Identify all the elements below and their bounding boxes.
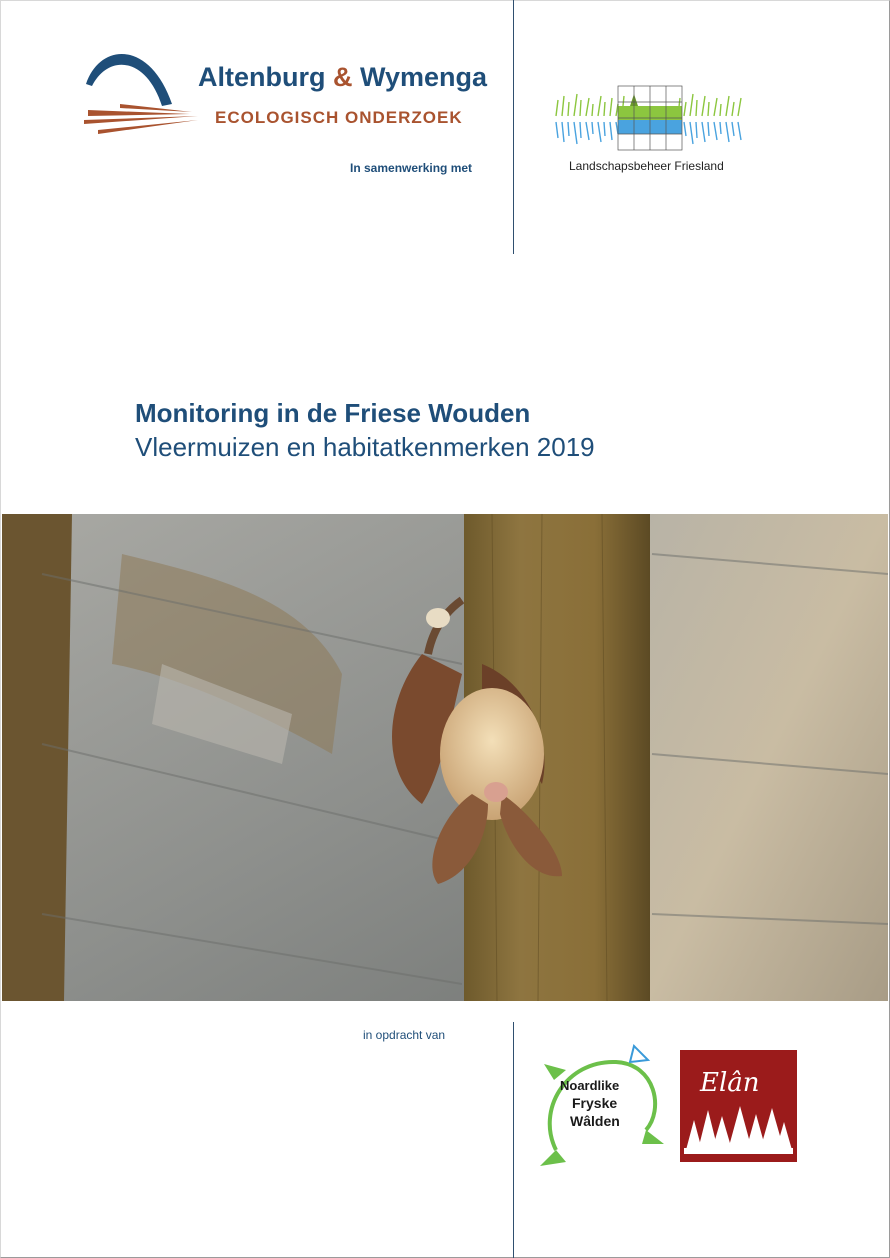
vertical-divider-bottom	[513, 1022, 514, 1258]
altenburg-wymenga-logo	[80, 44, 490, 144]
altenburg-wymenga-name: Altenburg & Wymenga	[198, 62, 488, 92]
elan-logo	[680, 1050, 797, 1162]
report-subtitle: Vleermuizen en habitatkenmerken 2019	[135, 432, 595, 462]
collaboration-label: In samenwerking met	[350, 161, 473, 175]
landschapsbeheer-friesland-logo	[552, 84, 748, 154]
noardlike-line: Noardlike	[560, 1078, 620, 1093]
bat-photo	[2, 514, 888, 1001]
elan-name: Elân	[700, 1068, 760, 1098]
fryske-line: Fryske	[572, 1095, 618, 1111]
vertical-divider-top	[513, 0, 514, 254]
landschapsbeheer-friesland-name: Landschapsbeheer Friesland	[569, 159, 724, 173]
walden-line: Wâlden	[570, 1113, 620, 1129]
commission-label: in opdracht van	[363, 1028, 446, 1042]
report-title: Monitoring in de Friese Wouden	[135, 398, 531, 428]
altenburg-wymenga-subtitle: ECOLOGISCH ONDERZOEK	[215, 108, 463, 127]
